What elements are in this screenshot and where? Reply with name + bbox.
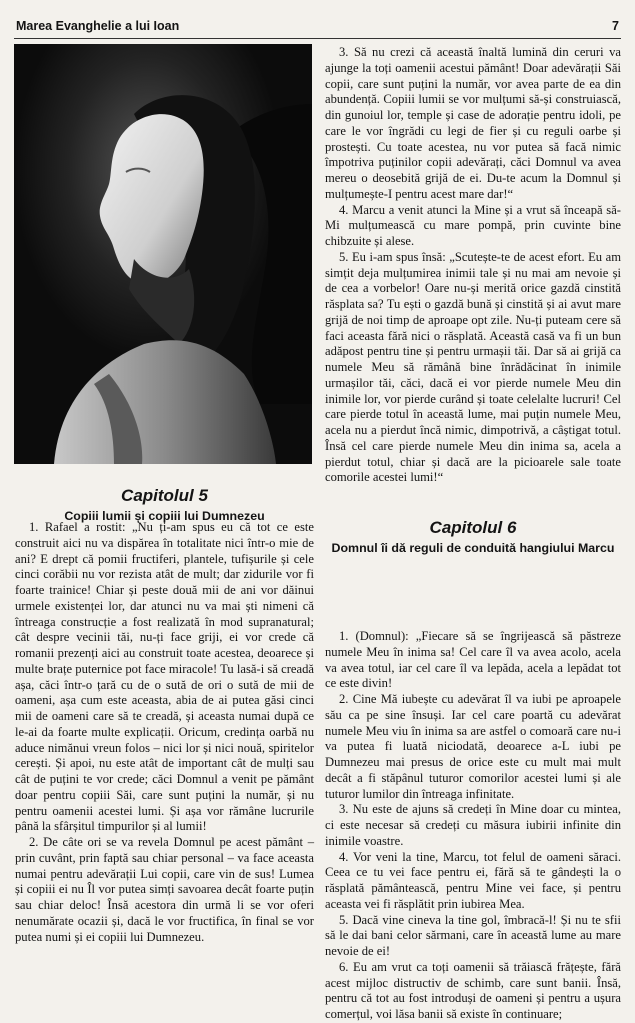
chapter-5-heading-block [15, 486, 314, 524]
book-title: Marea Evanghelie a lui Ioan [16, 19, 180, 33]
portrait-figure-image [14, 44, 312, 464]
chapter-heading: Capitolul 5 [121, 486, 208, 505]
portrait-illustration [14, 44, 312, 464]
paragraph: 5. Eu i-am spus însă: „Scutește-te de acest efort. Eu am simțit deja mulțumirea inimii tale și nu mai am nevoie și de cea a vorbelor! Oare nu-și merită orice gazdă cinstită răsplata sa? Tu ești o gazdă bună și cinstită și ai avut mare grijă de noi timp de aproape opt zile. Nu-ți puteam cere să faci aceasta fără nici o răsplată. Această casă va fi un bun adăpost pentru tine și pentru urmașii tăi. Dar să ai grijă ca numele Meu să rămână bine înrădăcinat în inimile urmașilor tăi, căci, dacă ei vor pierde numele Meu din inimile lor, vor pierde curând și toate celelalte lucruri! Cel care pierde totul în această lume, mai puțin numele Meu, acela nu a pierdut încă nimic, dimpotrivă, a câștigat totul. Însă cel care pierde numele Meu din inima sa, acela a pierdut totul, chiar și dacă are la picioarele sale toate comorile acestei lumi!“ [325, 249, 621, 485]
paragraph: 3. Nu este de ajuns să credeți în Mine doar cu mintea, ci este necesar să credeți cu măsura iubirii infinite din inimile voastre. [325, 802, 621, 848]
paragraph: 4. Vor veni la tine, Marcu, tot felul de oameni săraci. Ceea ce tu vei face pentru ei, fără să te gândești la o răsplată pământească, pentru Mine vei face, și pentru aceasta vei fi răsplătit prin iubirea Mea. [325, 849, 621, 911]
left-column-text [15, 520, 314, 945]
paragraph: 1. Rafael a rostit: „Nu ți-am spus eu că tot ce este construit aici nu va dispărea în totalitate nici într-o mie de ani? E drept că pomii fructiferi, plantele, tufișurile și cele cinci corăbii nu vor rezista atât de mult; dar zidurile vor fi foarte trainice! Chiar și peste două mii de ani vor dăinui urmele existenței lor, dar atunci nu va mai ști nimeni că întreaga construcție a fost realizată în mod supranatural; cât despre vecinii tăi, nu-ți face griji, ei vor crede că romanii prezenți aici au construit toate acestea, deoarece și multe brațe puternice pot face miracole! Tu lasă-i să creadă așa, căci într-o țară cu de o sută de ori o sută de mii de oameni, așa cum este aceasta, abia de ai putea găsi cinci mii de oameni care să te creadă, și aceasta numai după ce le-ai da foarte multe explicații. Oricum, credința oarbă nu aduce nimănui vreun folos – nici lor și nici nouă, spiritelor cerești. Și apoi, nu este atât de important cât de mulți sau cât de puțini te vor crede; căci Domnul a venit pe pământ doar pentru copiii Săi, care sunt puțini la număr, și nu pentru oamenii acestei lumi. Și așa vor rămâne lucrurile până la sfârșitul timpurilor și al lumii! [15, 520, 314, 834]
running-header [14, 18, 621, 39]
paragraph: 4. Marcu a venit atunci la Mine și a vrut să înceapă să-Mi mulțumească cu mare pompă, prin cuvinte bine chibzuite și alese. [325, 202, 621, 248]
chapter-heading: Capitolul 6 [429, 518, 517, 537]
paragraph: 3. Să nu crezi că această înaltă lumină din ceruri va ajunge la toți oamenii acestui pământ! Doar adevărații Săi copii, care sunt puțini la număr, vor avea parte de ea din abundență. Copiii lumii se vor mulțumi să-și construiască, din gunoiul lor, temple și case de adorație pentru idoli, pe care le vor îngrădi cu legi de fier și cu reguli oarbe și prostești. Cu toate acestea, nu vor putea să facă nimic împotriva puținilor copii adevărați, căci Domnul va avea mereu o deosebită grijă de ei. Du-te acum la Domnul și mulțumește-I pentru acest mare dar!“ [325, 45, 621, 201]
paragraph: 2. Cine Mă iubește cu adevărat îl va iubi pe aproapele său ca pe sine însuși. Iar cel care poartă cu adevărat numele Meu viu în inima sa are astfel o comoară care nu-i va putea fi luată niciodată, deoarece a-L iubi pe Dumnezeu mai presus de orice este cu mult mai mult decât a fi stăpânul tuturor comorilor acestei lumi și ale tuturor lumilor din întreaga infinitate. [325, 692, 621, 801]
page-number: 7 [612, 19, 619, 33]
paragraph: 2. De câte ori se va revela Domnul pe acest pământ – prin cuvânt, prin faptă sau chiar personal – va face aceasta numai pentru adevărații Lui copii, care vin de sus! Lumea și copiii ei nu Îl vor putea simți savoarea decât foarte puțin sau chiar deloc! Însă acestora din urmă li se vor oferi nenumărate ocazii și, dacă le vor fructifica, în final se vor putea numi și ei copiii lui Dumnezeu. [15, 835, 314, 944]
paragraph: 1. (Domnul): „Fiecare să se îngrijească să păstreze numele Meu în inima sa! Cel care îl va avea acolo, acela va avea totul, iar cel care îl va lepăda, acela a lepădat tot ce este divin! [325, 629, 621, 691]
chapter-subtitle: Domnul îi dă reguli de conduită hangiului Marcu [331, 541, 615, 555]
paragraph: 6. Eu am vrut ca toți oamenii să trăiască frățește, fără acest mijloc distructiv de schimb, care sunt banii. Însă, pentru că tot au fost introduși de oameni și pentru a ușura comerțul, voi lăsa banii să existe în continuare; [325, 959, 621, 1021]
chapter-subtitle: Copiii lumii și copiii lui Dumnezeu [64, 509, 265, 523]
paragraph: 5. Dacă vine cineva la tine gol, îmbracă-l! Și nu te sfii să le dai bani celor sărmani, care în această lume au mare nevoie de ei! [325, 912, 621, 958]
chapter-6-text [325, 629, 621, 1023]
chapter-6-heading-block [325, 518, 621, 556]
